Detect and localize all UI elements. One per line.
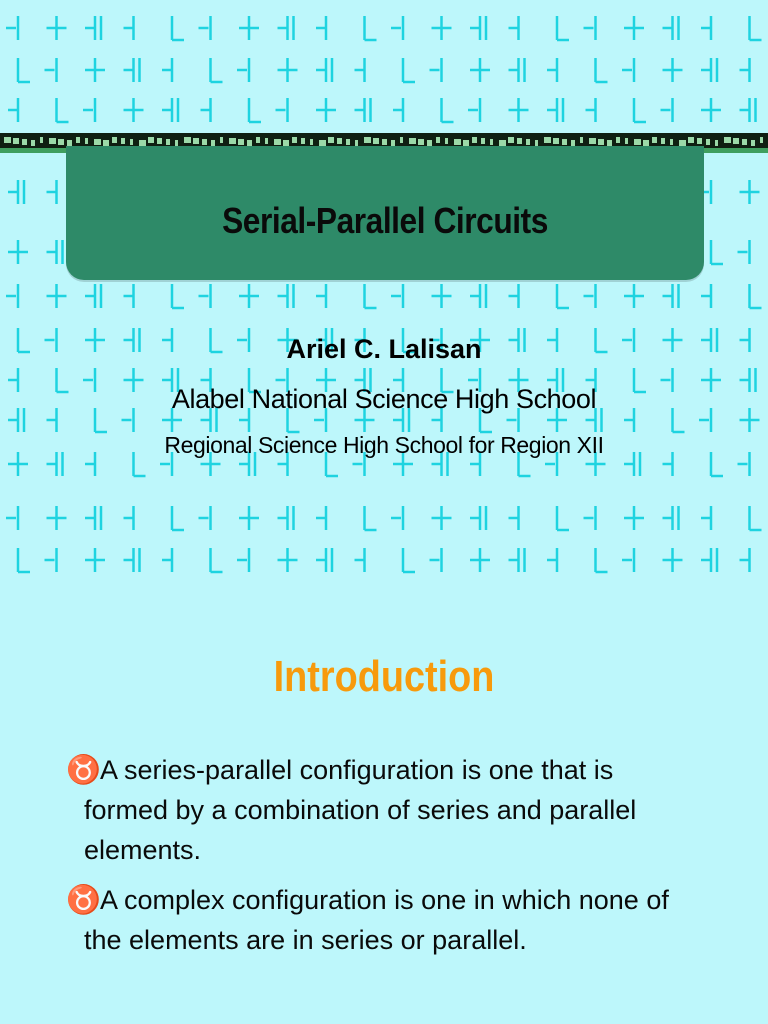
- slide-title: Serial-Parallel Circuits: [222, 200, 548, 241]
- school-name: Alabel National Science High School: [171, 384, 597, 414]
- author-name: Ariel C. Lalisan: [286, 334, 482, 364]
- introduction-slide: [0, 584, 768, 1024]
- bullet-text-continued: formed by a combination of series and parallel: [84, 795, 637, 825]
- bullet-text-continued: the elements are in series or parallel.: [84, 925, 527, 955]
- bullet-text: A series-parallel configuration is one that is: [100, 755, 614, 785]
- taurus-bullet-icon: ♉: [66, 884, 101, 915]
- taurus-bullet-icon: ♉: [66, 754, 101, 785]
- region-name: Regional Science High School for Region XII: [164, 432, 604, 458]
- bullet-text: A complex configuration is one in which none of: [100, 885, 669, 915]
- bullet-text-continued: elements.: [84, 835, 202, 865]
- section-heading: Introduction: [273, 652, 495, 701]
- bullet-item: [66, 880, 706, 960]
- bullet-item: [66, 750, 706, 870]
- title-banner: [66, 146, 704, 280]
